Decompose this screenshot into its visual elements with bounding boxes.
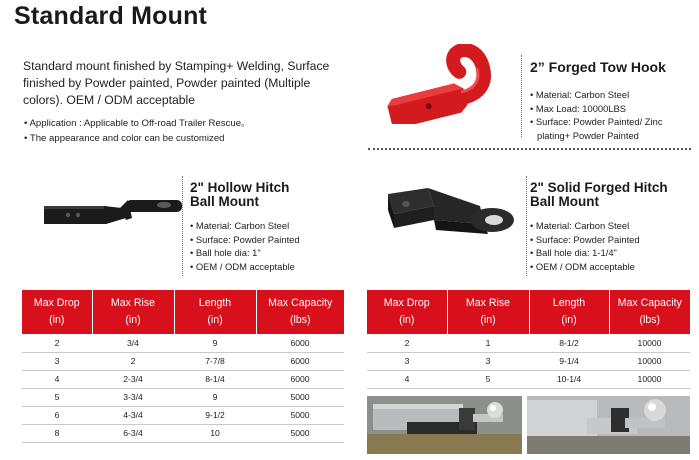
table-cell: 9 — [174, 388, 256, 406]
table-cell: 2-3/4 — [92, 370, 174, 388]
table-cell: 6000 — [256, 352, 344, 370]
table-cell: 5 — [447, 370, 529, 388]
table-cell: 5 — [22, 388, 92, 406]
solid-mount-title — [530, 181, 668, 209]
spec-item: • Material: Carbon Steel — [530, 219, 640, 233]
hollow-mount-spec-table — [22, 290, 344, 443]
tow-hook-title: 2” Forged Tow Hook — [530, 59, 666, 75]
table-row — [22, 388, 344, 406]
table-cell: 9-1/2 — [174, 406, 256, 424]
spec-item: • Surface: Powder Painted — [190, 233, 300, 247]
table-row — [367, 334, 690, 352]
spec-item: • OEM / ODM acceptable — [190, 260, 300, 274]
solid-mount-specs — [530, 219, 640, 273]
table-cell: 10000 — [609, 334, 690, 352]
divider-horizontal — [368, 148, 691, 150]
column-header: Max Drop (in) — [22, 290, 92, 334]
table-cell: 6000 — [256, 334, 344, 352]
table-row — [367, 352, 690, 370]
column-header: Max Capacity (lbs) — [256, 290, 344, 334]
table-cell: 9 — [174, 334, 256, 352]
table-cell: 2 — [92, 352, 174, 370]
spec-item: • Surface: Powder Painted — [530, 233, 640, 247]
spec-item: • Surface: Powder Painted/ Zinc — [530, 115, 663, 129]
page-title: Standard Mount — [14, 2, 208, 30]
spec-item: • Ball hole dia: 1-1/4" — [530, 246, 640, 260]
spec-item: • Ball hole dia: 1" — [190, 246, 300, 260]
note-item: • Application : Applicable to Off-road Trailer Rescue。 — [24, 116, 251, 131]
table-cell: 8 — [22, 424, 92, 442]
column-header: Max Capacity (lbs) — [609, 290, 690, 334]
installed-hitch-photo-left — [367, 396, 522, 454]
tow-hook-specs — [530, 88, 663, 142]
solid-mount-spec-table — [367, 290, 690, 389]
table-row — [22, 352, 344, 370]
spec-item: • Material: Carbon Steel — [190, 219, 300, 233]
solid-ball-mount-image — [384, 184, 520, 246]
hollow-ball-mount-image — [42, 190, 182, 236]
column-header: Length (in) — [174, 290, 256, 334]
spec-item: plating+ Powder Painted — [537, 129, 639, 141]
table-cell: 4 — [22, 370, 92, 388]
hollow-mount-specs — [190, 219, 300, 273]
table-cell: 3-3/4 — [92, 388, 174, 406]
table-cell: 10000 — [609, 370, 690, 388]
table-row — [22, 424, 344, 442]
table-cell: 6 — [22, 406, 92, 424]
intro-paragraph: Standard mount finished by Stamping+ Welding, Surface finished by Powder painted, Powder painted (Multiple colors). OEM / ODM acceptable — [23, 59, 330, 107]
table-header-row — [367, 290, 690, 334]
spec-item: • OEM / ODM acceptable — [530, 260, 640, 274]
spec-item: • Max Load: 10000LBS — [530, 102, 663, 116]
column-header: Length (in) — [529, 290, 609, 334]
table-cell: 10000 — [609, 352, 690, 370]
table-cell: 10-1/4 — [529, 370, 609, 388]
table-cell: 4-3/4 — [92, 406, 174, 424]
table-cell: 4 — [367, 370, 447, 388]
table-cell: 8-1/4 — [174, 370, 256, 388]
table-cell: 5000 — [256, 388, 344, 406]
divider-vertical — [526, 176, 527, 276]
table-cell: 2 — [367, 334, 447, 352]
table-cell: 6-3/4 — [92, 424, 174, 442]
divider-vertical — [182, 176, 183, 276]
installed-hitch-photo-right — [527, 396, 690, 454]
table-cell: 3 — [447, 352, 529, 370]
table-row — [367, 370, 690, 388]
divider-vertical — [521, 55, 522, 137]
table-cell: 6000 — [256, 370, 344, 388]
spec-item: • Material: Carbon Steel — [530, 88, 663, 102]
column-header: Max Rise (in) — [447, 290, 529, 334]
table-row — [22, 370, 344, 388]
table-cell: 3/4 — [92, 334, 174, 352]
table-cell: 7-7/8 — [174, 352, 256, 370]
hollow-mount-title — [190, 181, 289, 209]
hollow-mount-title-line2: Ball Mount — [190, 194, 259, 209]
tow-hook-image — [382, 44, 522, 124]
notes-list — [24, 116, 251, 146]
column-header: Max Rise (in) — [92, 290, 174, 334]
table-row — [22, 334, 344, 352]
solid-mount-title-line1: 2" Solid Forged Hitch — [530, 180, 668, 195]
table-cell: 5000 — [256, 424, 344, 442]
column-header: Max Drop (in) — [367, 290, 447, 334]
table-cell: 9-1/4 — [529, 352, 609, 370]
note-item: • The appearance and color can be customized — [24, 131, 251, 146]
solid-mount-title-line2: Ball Mount — [530, 194, 599, 209]
table-cell: 2 — [22, 334, 92, 352]
table-cell: 1 — [447, 334, 529, 352]
table-cell: 5000 — [256, 406, 344, 424]
table-cell: 8-1/2 — [529, 334, 609, 352]
table-cell: 3 — [367, 352, 447, 370]
hollow-mount-title-line1: 2" Hollow Hitch — [190, 180, 290, 195]
table-cell: 3 — [22, 352, 92, 370]
table-row — [22, 406, 344, 424]
table-cell: 10 — [174, 424, 256, 442]
table-header-row — [22, 290, 344, 334]
